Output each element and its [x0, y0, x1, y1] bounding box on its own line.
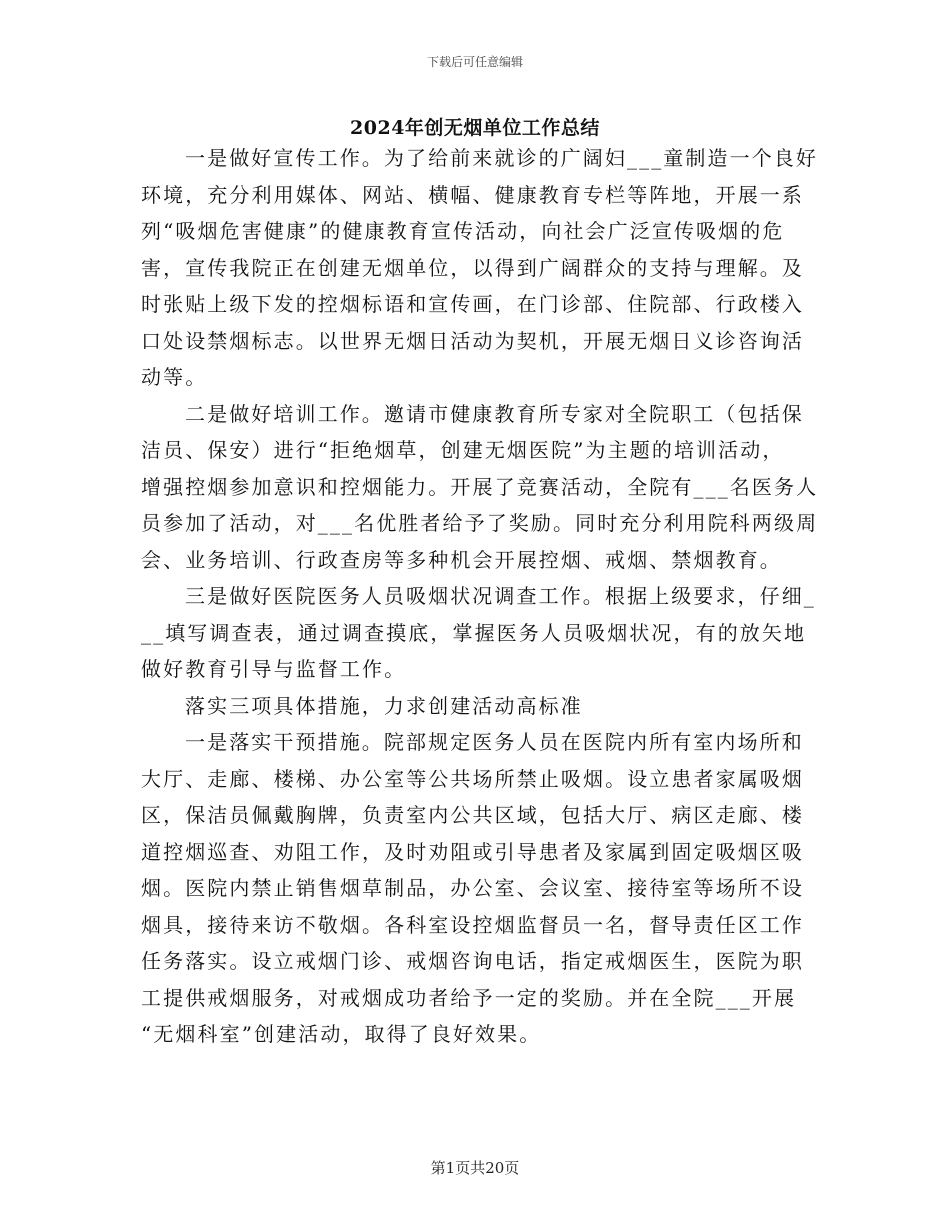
body-line: 三是做好医院医务人员吸烟状况调查工作。根据上级要求，仔细_: [185, 584, 816, 608]
body-line: 洁员、保安）进行“拒绝烟草，创建无烟医院”为主题的培训活动，: [141, 438, 785, 462]
body-line: 口处设禁烟标志。以世界无烟日活动为契机，开展无烟日义诊咨询活: [141, 328, 804, 353]
body-line: 动等。: [141, 365, 208, 389]
section-heading: 落实三项具体措施，力求创建活动高标准: [185, 693, 583, 718]
body-line: 大厅、走廊、楼梯、办公室等公共场所禁止吸烟。设立患者家属吸烟: [141, 766, 804, 791]
body-line: 害，宣传我院正在创建无烟单位，以得到广阔群众的支持与理解。及: [141, 255, 804, 280]
body-line: 一是做好宣传工作。为了给前来就诊的广阔妇___童制造一个良好: [185, 146, 818, 170]
body-line: 会、业务培训、行政查房等多种机会开展控烟、戒烟、禁烟教育。: [141, 547, 782, 572]
body-line: 任务落实。设立戒烟门诊、戒烟咨询电话，指定戒烟医生，医院为职: [141, 949, 804, 973]
document-body: [141, 140, 819, 1053]
body-line: 道控烟巡查、劝阻工作，及时劝阻或引导患者及家属到固定吸烟区吸: [141, 839, 804, 864]
body-line: “无烟科室”创建活动，取得了良好效果。: [141, 1022, 542, 1046]
body-line: 烟。医院内禁止销售烟草制品，办公室、会议室、接待室等场所不设: [141, 876, 804, 900]
page-header-note: 下载后可任意编辑: [426, 55, 523, 69]
body-line: 二是做好培训工作。邀请市健康教育所专家对全院职工（包括保: [185, 401, 804, 426]
body-line: 增强控烟参加意识和控烟能力。开展了竞赛活动，全院有___名医务人: [141, 474, 819, 499]
body-line: __填写调查表，通过调查摸底，掌握医务人员吸烟状况，有的放矢地: [141, 620, 807, 645]
body-line: 做好教育引导与监督工作。: [141, 657, 407, 681]
body-line: 列“吸烟危害健康”的健康教育宣传活动，向社会广泛宣传吸烟的危: [141, 219, 785, 243]
body-line: 员参加了活动，对___名优胜者给予了奖励。同时充分利用院科两级周: [141, 511, 819, 535]
body-line: 区，保洁员佩戴胸牌，负责室内公共区域，包括大厅、病区走廊、楼: [141, 803, 804, 827]
page-number: 第1页共20页: [430, 1159, 520, 1177]
body-line: 一是落实干预措施。院部规定医务人员在医院内所有室内场所和: [185, 730, 804, 754]
body-line: 环境，充分利用媒体、网站、横幅、健康教育专栏等阵地，开展一系: [141, 182, 804, 207]
body-line: 烟具，接待来访不敬烟。各科室设控烟监督员一名，督导责任区工作: [141, 912, 804, 937]
body-line: 工提供戒烟服务，对戒烟成功者给予一定的奖励。并在全院___开展: [141, 985, 797, 1010]
body-line: 时张贴上级下发的控烟标语和宣传画，在门诊部、住院部、行政楼入: [141, 292, 804, 316]
document-title: 2024年创无烟单位工作总结: [350, 117, 600, 139]
